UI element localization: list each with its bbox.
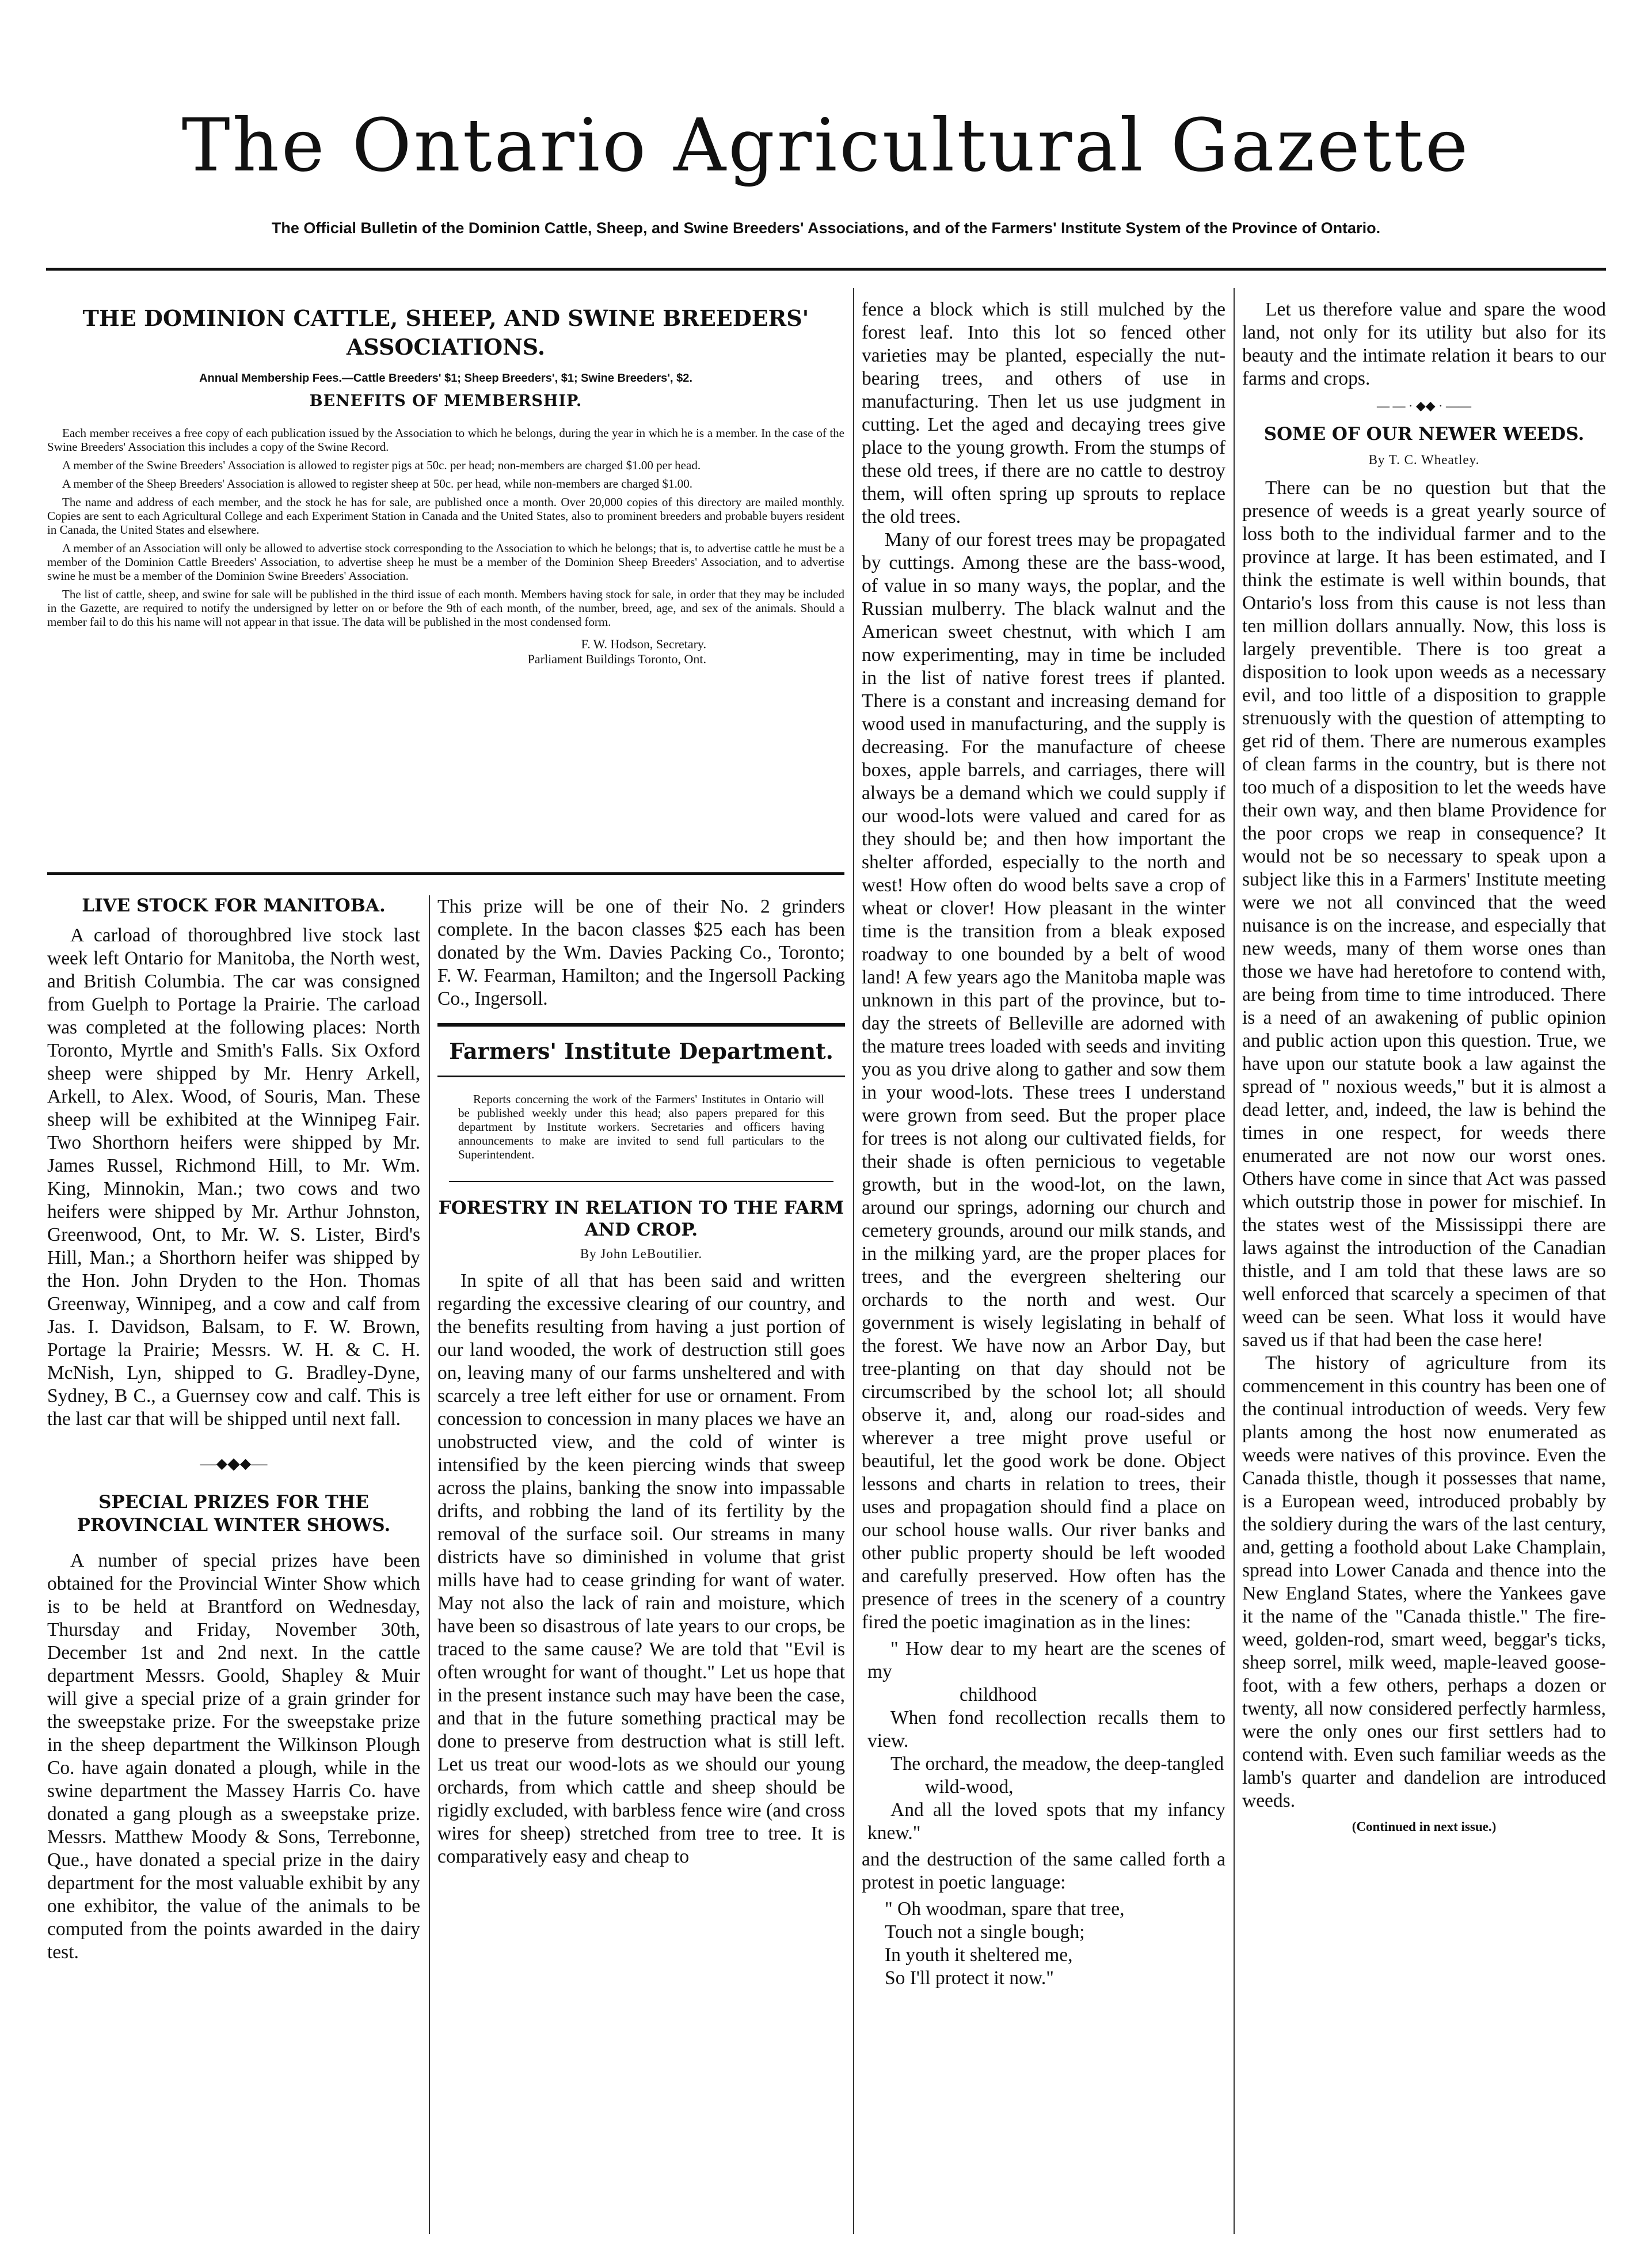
benefit-paragraph: A member of an Association will only be allowed to advertise stock corresponding to the Association to which he belongs; that is, to advertise cattle he must be a member of the Dominion Cattle Breeders' Association, to advertise sheep he must be a member of the Dominion Sheep Breeders' Association, and to advertise swine he must be a member of the Dominion Swine Breeders' Association. xyxy=(47,541,844,583)
verse-line: So I'll protect it now." xyxy=(885,1967,1054,1989)
prizes-title: SPECIAL PRIZES FOR THE PROVINCIAL WINTER SHOWS. xyxy=(77,1492,391,1536)
ornament-divider: — — · ◆◆ · —— xyxy=(1377,398,1471,413)
column-1 xyxy=(47,895,420,1964)
benefit-paragraph: A member of the Sheep Breeders' Association is allowed to register sheep at 50c. per head, while non-members are charged $1.00. xyxy=(62,477,693,491)
verse-line: " How dear to my heart are the scenes of my xyxy=(867,1638,1225,1682)
verse-line: When fond recollection recalls them to view. xyxy=(867,1707,1225,1751)
verse-line: In youth it sheltered me, xyxy=(885,1944,1073,1966)
continued-note: (Continued in next issue.) xyxy=(1352,1819,1497,1834)
column-4 xyxy=(1242,298,1606,1834)
verse-line: " Oh woodman, spare that tree, xyxy=(885,1898,1125,1920)
column-3 xyxy=(862,298,1225,1990)
associations-bottom-rule xyxy=(47,872,844,875)
benefits-list xyxy=(47,426,844,629)
forestry-title: FORESTRY IN RELATION TO THE FARM AND CROP. xyxy=(438,1198,844,1240)
prizes-paragraph: A number of special prizes have been obtained for the Provincial Winter Show which is to be held at Brantford on Wednesday, Thursday and Friday, November 30th, December 1st and 2nd next. In the cattle department Messrs. Goold, Shapley & Muir will give a special prize of a grain grinder for the sweepstake prize. For the sweepstake prize in the sheep department the Wilkinson Plough Co. have again donated a plough, while in the swine department the Massey Harris Co. have donated a gang plough as a sweepstake prize. Messrs. Matthew Moody & Sons, Terrebonne, Que., have donated a special prize in the dairy department for the most valuable exhibit by any one exhibitor, the value of the animals to be computed from the points awarded in the dairy test. xyxy=(47,1550,420,1963)
forestry-paragraph: Many of our forest trees may be propagated by cuttings. Among these are the bass-wood, of value in so many ways, the poplar, and the Russian mulberry. The black walnut and the American sweet chestnut, with which I am now experimenting, may in time be included in the list of native forest trees if planted. There is a constant and increasing demand for wood used in manufacturing, and the supply is decreasing. For the manufacture of cheese boxes, apple barrels, and carriages, there will always be a demand which we could supply if our wood-lots were valued and cared for as they should be; and then how important the shelter afforded, especially to the north and west! How often do wood belts save a crop of wheat or clover! How pleasant in the winter time is the transition from a bleak exposed roadway to one bounded by a belt of wood land! A few years ago the Manitoba maple was unknown in this part of the province, but to-day the streets of Belleville are adorned with the mature trees loaded with seeds and inviting you as you drive along to gather and sow them in your wood-lots. These trees I understand were grown from seed. But the proper place for trees is not along our cultivated fields, for their shade is often pernicious to vegetable growth, but in the wood-lot, on the lawn, around our springs, adorning our church and cemetery grounds, around our milk stands, and in the milking yard, are the proper places for trees, and the evergreen sheltering our orchards to the north and west. Our government is wisely legislating in behalf of the forest. We have now an Arbor Day, but tree-planting on that day should not be circumscribed by the school lot; all should observe it, and, along our road-sides and wherever a tree might prove useful or beautiful, let the good work be done. Object lessons and charts in relation to trees, their uses and propagation should find a place on our school house walls. Our river banks and other public property should be left wooded and carefully preserved. How often has the presence of trees in the scenery of a country fired the poetic imagination as in the lines: xyxy=(862,529,1225,1633)
institute-note-rule xyxy=(449,1181,833,1182)
forestry-byline: By John LeBoutilier. xyxy=(580,1247,703,1261)
forestry-closing: Let us therefore value and spare the wood land, not only for its utility but also for its beauty and the intimate relation it bears to our farms and crops. xyxy=(1242,299,1606,389)
verse-line: The orchard, the meadow, the deep-tangled xyxy=(890,1753,1224,1775)
associations-section xyxy=(47,304,844,667)
institute-note-text: Reports concerning the work of the Farmers' Institutes in Ontario will be published weekly under this head; also papers prepared for this department by Institute workers. Secretaries and officers having announcements to make are invited to send full particulars to the Superintendent. xyxy=(458,1092,824,1161)
benefit-paragraph: The name and address of each member, and the stock he has for sale, are published once a month. Over 20,000 copies of this directory are mailed monthly. Copies are sent to each Agricultural College and each Experiment Station in Canada and the United States, also to prominent breeders and probable buyers resident in Canada, the United States and elsewhere. xyxy=(47,495,844,537)
masthead-rule xyxy=(46,268,1606,271)
prizes-continued: This prize will be one of their No. 2 grinders complete. In the bacon classes $25 each has been donated by the Wm. Davies Packing Co., Toronto; F. W. Fearman, Hamilton; and the Ingersoll Packing Co., Ingersoll. xyxy=(437,896,845,1009)
verse-line: childhood xyxy=(960,1684,1037,1705)
column-rule-3 xyxy=(853,288,854,2234)
forestry-paragraph: In spite of all that has been said and written regarding the excessive clearing of our country, and the benefits resulting from having a just portion of our land wooded, the work of destruction still goes on, leaving many of our farms unsheltered and with scarcely a tree left either for use or ornament. From concession to concession in many places we have an unobstructed view, and the cold of winter is intensified by the keen piercing winds that sweep across the plains, banking the snow into impassable drifts, and robbing the land of its fertility by the removal of the surface soil. Our streams in many districts have so diminished in volume that grist mills have had to cease grinding for want of water. May not also the lack of rain and moisture, which have been so disastrous of late years to our crops, be traced to the same cause? We are told that "Evil is often wrought for want of thought." Let us hope that in the present instance such may have been the case, and that in the future something practical may be done to preserve from destruction what is still left. Let us treat our wood-lots as we should our young orchards, from which cattle and sheep should be rigidly excluded, with barbless fence wire (and cross wires for sheep) stretched from tree to tree. It is comparatively easy and cheap to xyxy=(437,1270,845,1867)
institute-note xyxy=(437,1092,845,1161)
verse-line: Touch not a single bough; xyxy=(885,1921,1085,1943)
livestock-title: LIVE STOCK FOR MANITOBA. xyxy=(82,895,386,916)
masthead: The Ontario Agricultural Gazette xyxy=(181,103,1471,188)
verse-woodland xyxy=(862,1637,1225,1845)
weeds-title: SOME OF OUR NEWER WEEDS. xyxy=(1263,424,1585,444)
forestry-paragraph: fence a block which is still mulched by the forest leaf. Into this lot so fenced other varieties may be planted, especially the nut-bearing trees, and others of use in manufacturing. Then let us use judgment in cutting. Let the aged and decaying trees give place to the young growth. From the stumps of these old trees, if there are no cattle to destroy them, will often spring up sprouts to replace the old trees. xyxy=(862,299,1225,527)
benefits-title: BENEFITS OF MEMBERSHIP. xyxy=(309,392,583,410)
verse-line: And all the loved spots that my infancy knew." xyxy=(867,1799,1225,1844)
column-2 xyxy=(437,895,845,1868)
column-rule-2 xyxy=(429,895,430,2234)
verse-woodman xyxy=(862,1898,1225,1990)
livestock-paragraph: A carload of thoroughbred live stock last week left Ontario for Manitoba, the North west, and British Columbia. The car was consigned from Guelph to Portage la Prairie. The carload was completed at the following places: North Toronto, Myrtle and Smith's Falls. Six Oxford sheep were shipped by Mr. Henry Arkell, Arkell, to Alex. Wood, of Souris, Man. These sheep will be exhibited at the Winnipeg Fair. Two Shorthorn heifers were shipped by Mr. James Russel, Richmond Hill, to Mr. Wm. King, Minnokin, Man.; two cows and two heifers were shipped by Mr. Arthur Johnston, Greenwood, Ont, to Mr. W. S. Lister, Bird's Hill, Man.; a Shorthorn heifer was shipped by the Hon. John Dryden to the Hon. Thomas Greenway, Winnipeg, and a cow and calf from Jas. I. Davidson, Balsam, to F. W. Brown, Portage la Prairie; Messrs. W. H. & C. H. McNish, Lyn, shipped to G. Bradley-Dyne, Sydney, B C., a Guernsey cow and calf. This is the last car that will be shipped until next fall. xyxy=(47,925,420,1430)
masthead-subtitle: The Official Bulletin of the Dominion Cattle, Sheep, and Swine Breeders' Associations, and of the Farmers' Institute System of the Province of Ontario. xyxy=(271,219,1381,237)
benefit-paragraph: The list of cattle, sheep, and swine for sale will be published in the third issue of each month. Members having stock for sale, in order that they may be included in the Gazette, are required to notify the undersigned by letter on or before the 9th of each month, of the number, breed, age, and sex of the animals. Should a member fail to do this his name will not appear in that issue. The data will be published in the most condensed form. xyxy=(47,587,844,629)
associations-title: THE DOMINION CATTLE, SHEEP, AND SWINE BREEDERS' ASSOCIATIONS. xyxy=(82,305,809,360)
secretary-signature: F. W. Hodson, Secretary. xyxy=(581,637,706,651)
weeds-paragraph: The history of agriculture from its commencement in this country has been one of the continual introduction of weeds. Very few plants among the host now enumerated as weeds were natives of this province. Even the Canada thistle, though it possesses that name, is a European weed, introduced probably by the soldiery during the wars of the last century, and, getting a foothold about Lake Champlain, spread into Lower Canada and thence into the New England States, where the Yankees gave it the name of the "Canada thistle." The fire-weed, golden-rod, smart weed, beggar's ticks, sheep sorrel, milk weed, maple-leaved goose-foot, with a few others, perhaps a dozen or twenty, all now considered perfectly harmless, were the only ones our first settlers had to contend with. Even such familiar weeds as the lamb's quarter and dandelion are introduced weeds. xyxy=(1242,1352,1606,1811)
institute-bottom-rule xyxy=(437,1076,845,1077)
institute-title: Farmers' Institute Department. xyxy=(449,1038,833,1064)
weeds-paragraph: There can be no question but that the presence of weeds is a great yearly source of loss both to the individual farmer and to the province at large. It has been estimated, and I think the estimate is well within bounds, that Ontario's loss from this cause is not less than ten million dollars annually. Now, this loss is largely preventible. There is too great a disposition to look upon weeds as a necessary evil, and too little of a disposition to grapple strenuously with the question of attempting to get rid of them. There are numerous examples of clean farms in the country, but is there not too much of a disposition to let the weeds have their own way, and then blame Providence for the poor crops we reap in consequence? It would not be so necessary to speak upon a subject like this in a Farmers' Institute meeting were we not all convinced that the weed nuisance is on the increase, and especially that new weeds, many of them worse ones than those we have had heretofore to contend with, are being from time to time introduced. There is a need of an awakening of public opinion and public action upon this question. True, we have upon our statute book a law against the spread of " noxious weeds," but it is almost a dead letter, and, indeed, the law is behind the times in one respect, for weeds there enumerated are not now our worst ones. Others have come in since that Act was passed which outstrip those in power for mischief. In the states west of the Mississippi there are laws against the introduction of the Canadian thistle, and I am told that these laws are so well enforced that scarcely a specimen of that weed can be seen. What loss it would have saved us if that had been the case here! xyxy=(1242,477,1606,1351)
verse-line: wild-wood, xyxy=(925,1776,1014,1798)
ornament-divider: —⬥◆⬥— xyxy=(200,1455,268,1473)
forestry-paragraph: and the destruction of the same called forth a protest in poetic language: xyxy=(862,1849,1225,1893)
column-rule-4 xyxy=(1234,288,1235,2234)
membership-fees: Annual Membership Fees.—Cattle Breeders' $1; Sheep Breeders', $1; Swine Breeders', $2. xyxy=(199,372,692,385)
secretary-address: Parliament Buildings Toronto, Ont. xyxy=(527,652,706,666)
benefit-paragraph: A member of the Swine Breeders' Association is allowed to register pigs at 50c. per head; non-members are charged $1.00 per head. xyxy=(62,458,701,472)
weeds-byline: By T. C. Wheatley. xyxy=(1368,453,1480,467)
benefit-paragraph: Each member receives a free copy of each publication issued by the Association to which he belongs, during the year in which he is a member. In the case of the Swine Breeders' Association this includes a copy of the Swine Record. xyxy=(47,426,844,454)
institute-top-rule xyxy=(437,1023,845,1027)
